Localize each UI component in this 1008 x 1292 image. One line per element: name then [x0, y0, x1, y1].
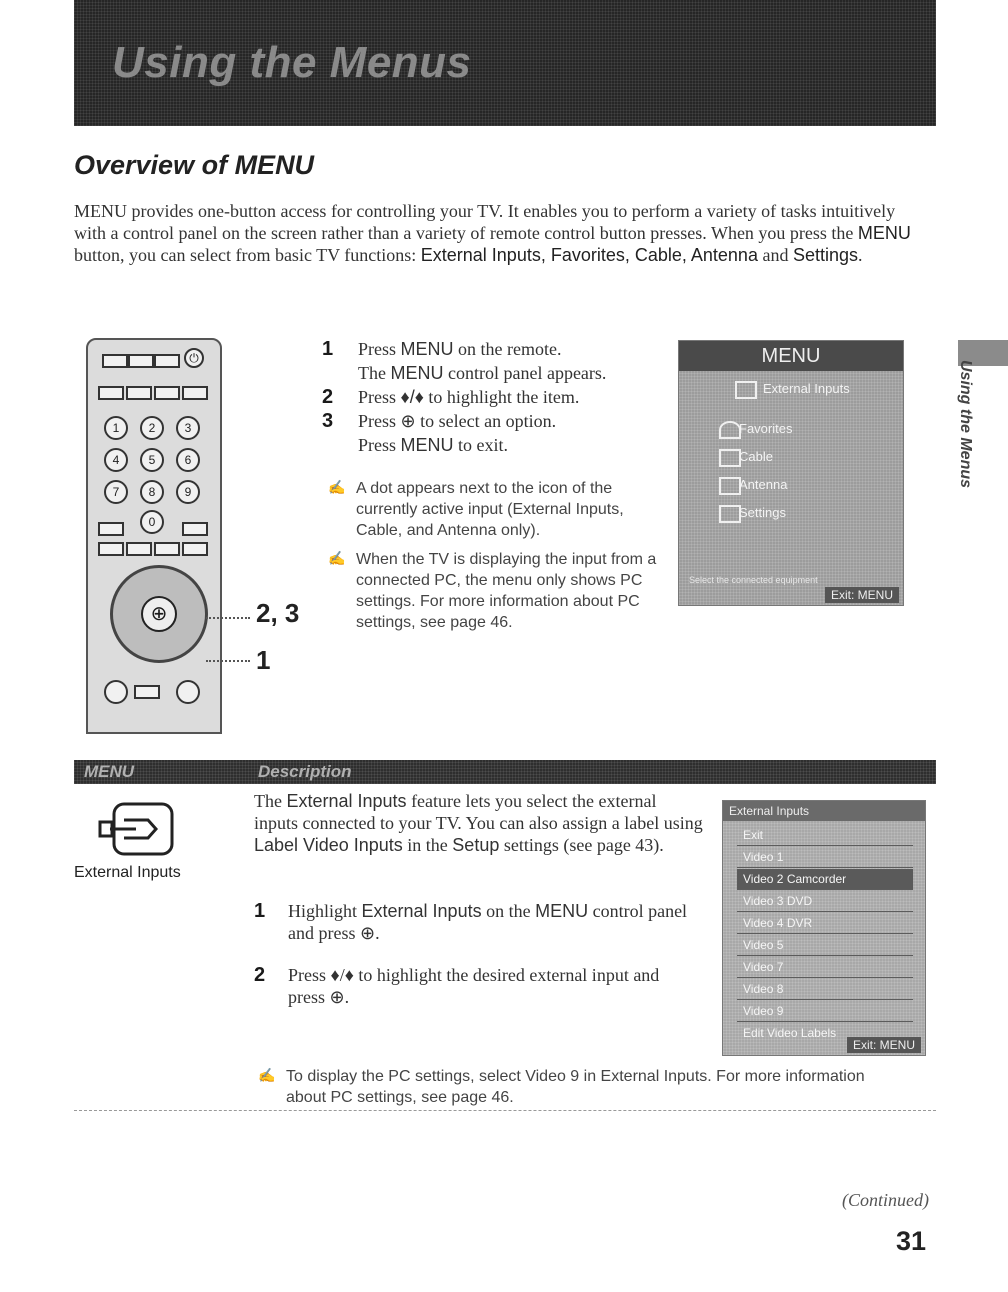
column-header-menu: MENU — [84, 762, 135, 781]
cable-icon — [719, 449, 741, 467]
digit-button: 4 — [104, 448, 128, 472]
select-button-icon: ⊕ — [141, 596, 177, 632]
menu-status-text: Select the connected equipment — [689, 575, 818, 585]
external-step-1 — [254, 900, 694, 944]
list-exit-hint: Exit: MENU — [847, 1037, 921, 1053]
note-item — [328, 549, 658, 633]
menu-item-cable: Cable — [739, 449, 773, 464]
note-text: To display the PC settings, select Video 9 in External Inputs. For more information about PC settings, see page 46. — [286, 1068, 865, 1106]
step-text: Press MENU to exit. — [358, 435, 509, 455]
note-item — [258, 1066, 906, 1108]
favorites-icon — [719, 421, 741, 439]
external-inputs-label: External Inputs — [74, 864, 181, 881]
step-number: 2 — [322, 386, 334, 408]
step-item — [322, 410, 662, 434]
menu-item-external-inputs: External Inputs — [763, 381, 850, 396]
external-inputs-icon — [96, 800, 178, 860]
digit-button: 0 — [140, 510, 164, 534]
callout-leader-line — [206, 660, 250, 662]
continued-label: (Continued) — [842, 1190, 929, 1210]
list-item-selected: Video 2 Camcorder — [737, 869, 913, 890]
menu-panel-screenshot — [678, 340, 904, 606]
column-header-description: Description — [258, 762, 352, 781]
list-item-exit: Exit — [737, 825, 913, 846]
antenna-icon — [719, 477, 741, 495]
digit-button: 7 — [104, 480, 128, 504]
remote-function-button — [182, 542, 208, 556]
note-text: A dot appears next to the icon of the currently active input (External Inputs, Cable, and Antenna only). — [356, 480, 624, 539]
settings-icon — [719, 505, 741, 523]
step-text: Highlight External Inputs on the MENU control panel and press ⊕. — [288, 901, 688, 943]
remote-function-button — [182, 522, 208, 536]
list-item: Video 5 — [737, 935, 913, 956]
remote-bottom-button — [104, 680, 128, 704]
remote-function-button — [98, 542, 124, 556]
note-block — [328, 478, 658, 633]
remote-function-button — [126, 542, 152, 556]
callout-leader-line — [206, 617, 250, 619]
intro-paragraph — [74, 200, 914, 266]
step-number: 3 — [322, 410, 334, 432]
step-number: 1 — [322, 338, 334, 360]
digit-button: 9 — [176, 480, 200, 504]
menu-exit-hint: Exit: MENU — [825, 587, 899, 603]
list-item: Video 9 — [737, 1001, 913, 1022]
step-text: Press ⊕ to select an option. — [358, 411, 557, 431]
step-text: Press ♦/♦ to highlight the desired external input and press ⊕. — [288, 965, 660, 1007]
menu-item-settings: Settings — [739, 505, 786, 520]
menu-item-antenna: Antenna — [739, 477, 788, 492]
list-item-edit-labels: Edit Video Labels — [743, 1026, 837, 1040]
remote-bottom-button — [134, 685, 160, 699]
step-text: Press MENU on the remote. — [358, 339, 562, 359]
list-item: Video 8 — [737, 979, 913, 1000]
remote-bottom-button — [176, 680, 200, 704]
menu-item-favorites: Favorites — [739, 421, 793, 436]
callout-step-1: 1 — [256, 645, 271, 675]
note-text: When the TV is displaying the input from a connected PC, the menu only shows PC settings. For more information about PC settings, see page 46. — [356, 551, 657, 631]
external-step-2 — [254, 964, 694, 1008]
steps-list — [322, 338, 662, 458]
digit-button: 5 — [140, 448, 164, 472]
page-number: 31 — [896, 1226, 927, 1256]
external-inputs-list-title: External Inputs — [723, 801, 925, 821]
note-item — [328, 478, 658, 541]
external-inputs-list-screenshot — [722, 800, 926, 1056]
section-title: Overview of MENU — [74, 150, 315, 180]
intro-text-1: MENU provides one-button access for controlling your TV. It enables you to perform a variety of tasks intuitively with a control panel on the screen rather than a variety of remote control button presses. When you press the — [74, 201, 896, 243]
pencil-note-icon: ✍ — [328, 552, 346, 567]
chapter-title: Using the Menus — [112, 38, 472, 87]
intro-period: . — [858, 245, 863, 265]
digit-button: 8 — [140, 480, 164, 504]
list-item: Video 4 DVR — [737, 913, 913, 934]
remote-top-button — [128, 354, 154, 368]
dpad-icon — [110, 565, 208, 663]
step-number: 1 — [254, 900, 266, 922]
external-inputs-icon — [735, 381, 757, 399]
step-item — [322, 386, 662, 410]
step-text: Press ♦/♦ to highlight the item. — [358, 387, 580, 407]
step-text: The MENU control panel appears. — [358, 363, 607, 383]
list-item: Video 7 — [737, 957, 913, 978]
digit-button: 3 — [176, 416, 200, 440]
remote-mode-button — [126, 386, 152, 400]
remote-mode-button — [98, 386, 124, 400]
intro-text-2: button, you can select from basic TV functions: — [74, 245, 421, 265]
step-item — [322, 434, 662, 458]
pencil-note-icon: ✍ — [328, 481, 346, 496]
remote-top-button — [154, 354, 180, 368]
side-chapter-label: Using the Menus — [957, 360, 974, 489]
remote-mode-button — [182, 386, 208, 400]
external-inputs-description: The External Inputs feature lets you select the external inputs connected to your TV. You can also assign a label using Label Video Inputs in the Setup settings (see page 43). — [254, 791, 703, 855]
table-bottom-rule — [74, 1110, 936, 1111]
remote-control-illustration — [86, 338, 222, 734]
remote-mode-button — [154, 386, 180, 400]
list-item: Video 3 DVD — [737, 891, 913, 912]
pencil-note-icon: ✍ — [258, 1069, 276, 1084]
digit-button: 1 — [104, 416, 128, 440]
intro-settings: Settings — [792, 245, 859, 265]
intro-functions: External Inputs, Favorites, Cable, Antenna — [420, 245, 758, 265]
power-button-icon: ⏻ — [184, 348, 204, 368]
callout-steps-2-3: 2, 3 — [256, 598, 300, 628]
intro-and: and — [757, 245, 793, 265]
digit-button: 6 — [176, 448, 200, 472]
remote-top-button — [102, 354, 128, 368]
remote-function-button — [154, 542, 180, 556]
step-item — [322, 362, 662, 386]
intro-menu-word: MENU — [857, 223, 911, 243]
step-number: 2 — [254, 964, 266, 986]
menu-panel-title: MENU — [679, 341, 903, 371]
digit-button: 2 — [140, 416, 164, 440]
step-item — [322, 338, 662, 362]
list-item: Video 1 — [737, 847, 913, 868]
menu-description-table-header — [74, 760, 936, 784]
remote-function-button — [98, 522, 124, 536]
